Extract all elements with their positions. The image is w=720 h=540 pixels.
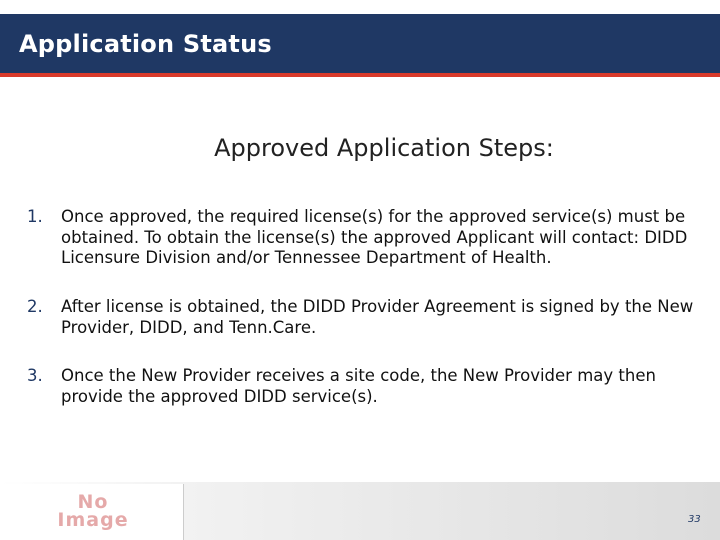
subtitle-text: Approved Application Steps: (214, 134, 554, 162)
step-text: Once approved, the required license(s) for the approved service(s) must be obtained. To obtain the license(s) the approved Applicant will contact: DIDD Licensure Division and/or Tennessee Department of Health. (61, 207, 688, 267)
no-image-line1: No (77, 491, 109, 513)
step-number: 2. (27, 297, 43, 316)
step-text: Once the New Provider receives a site code, the New Provider may then provide the approved DIDD service(s). (61, 366, 656, 406)
no-image-line2: Image (57, 509, 129, 531)
no-image-placeholder (3, 484, 184, 540)
page-number: 33 (688, 514, 701, 525)
slide-title: Application Status (19, 30, 272, 58)
section-subtitle (0, 134, 720, 162)
step-number: 3. (27, 366, 43, 385)
step-number: 1. (27, 207, 43, 226)
header-bar (0, 14, 720, 77)
step-text: After license is obtained, the DIDD Provider Agreement is signed by the New Provider, DIDD, and Tenn.Care. (61, 297, 694, 337)
no-image-label (3, 493, 183, 529)
